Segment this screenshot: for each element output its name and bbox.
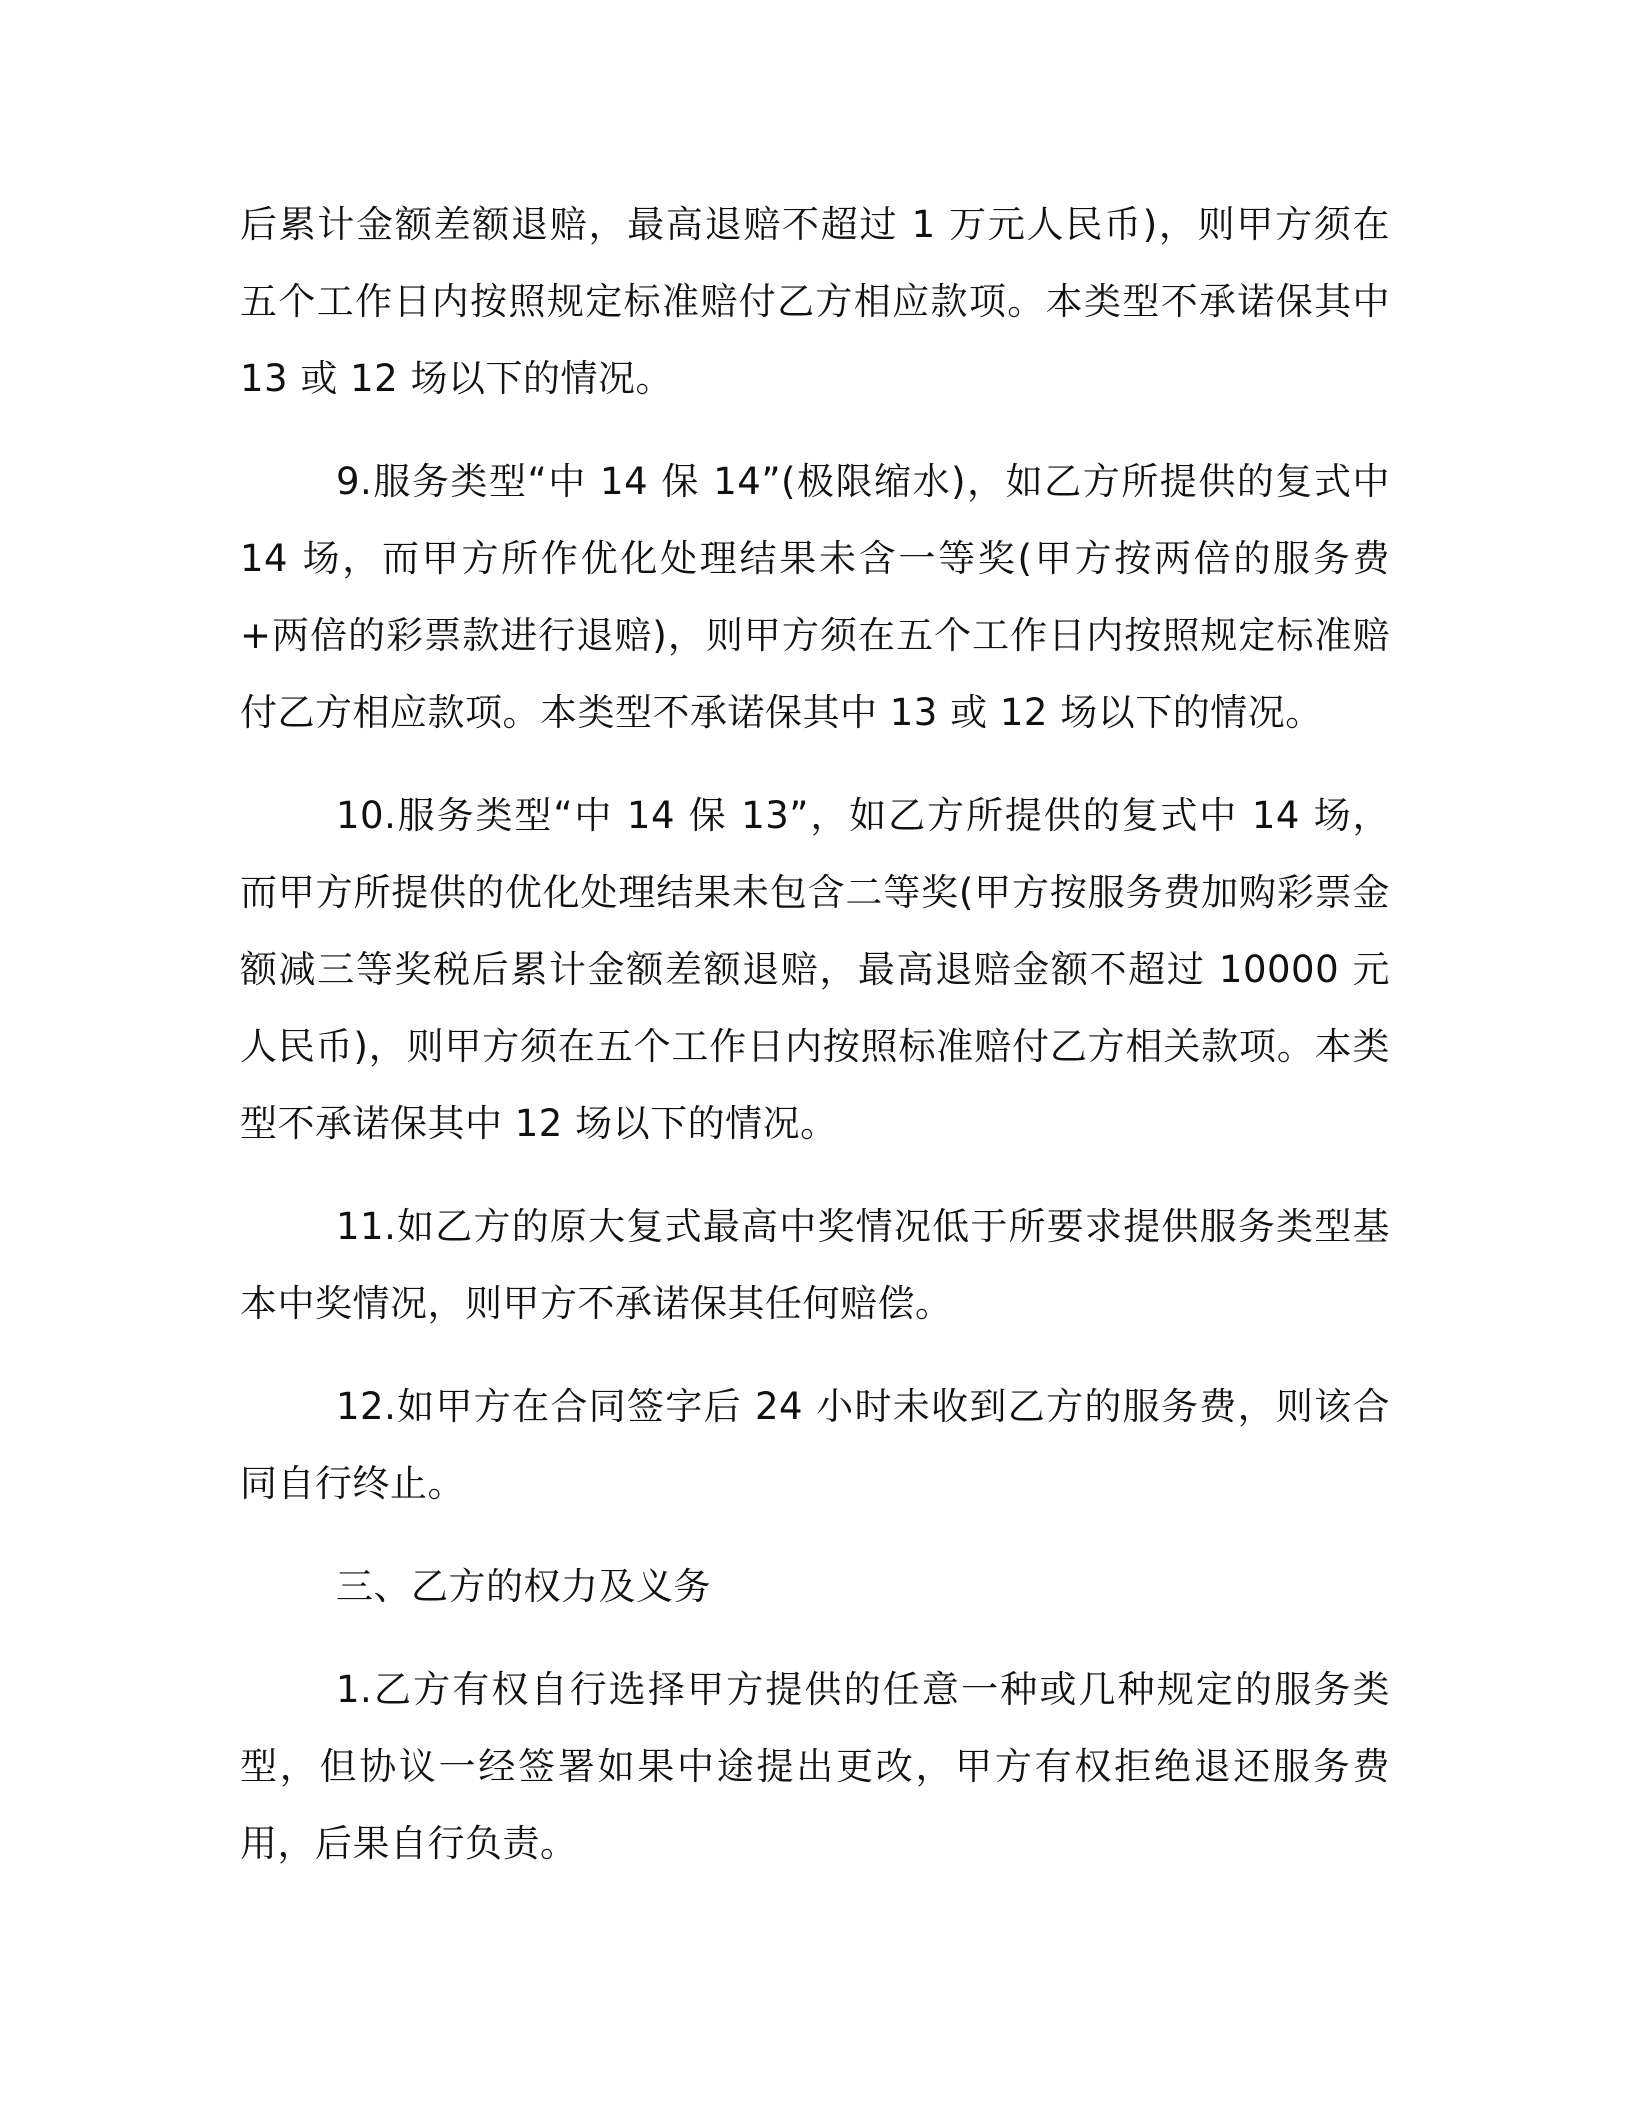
paragraph-clause-11: 11.如乙方的原大复式最高中奖情况低于所要求提供服务类型基本中奖情况，则甲方不承诺保其任何赔偿。 [240,1205,1390,1325]
paragraph-clause-9: 9.服务类型“中 14 保 14”(极限缩水)，如乙方所提供的复式中 14 场，而甲方所作优化处理结果未含一等奖(甲方按两倍的服务费+两倍的彩票款进行退赔)，则甲方须在五个工作日内按照规定标准赔付乙方相应款项。本类型不承诺保其中 13 或 12 场以下的情况。 [240,460,1390,734]
paragraph-section3-clause-1: 1.乙方有权自行选择甲方提供的任意一种或几种规定的服务类型，但协议一经签署如果中途提出更改，甲方有权拒绝退还服务费用，后果自行负责。 [240,1668,1390,1865]
paragraph-clause-12: 12.如甲方在合同签字后 24 小时未收到乙方的服务费，则该合同自行终止。 [240,1385,1390,1505]
section-heading: 三、乙方的权力及义务 [336,1565,711,1608]
paragraph-clause-10: 10.服务类型“中 14 保 13”，如乙方所提供的复式中 14 场，而甲方所提供的优化处理结果未包含二等奖(甲方按服务费加购彩票金额减三等奖税后累计金额差额退赔，最高退赔金额不超过 10000 元人民币)，则甲方须在五个工作日内按照标准赔付乙方相关款项。本类型不承诺保其中 12 场以下的情况。 [240,794,1390,1145]
paragraph-continuation: 后累计金额差额退赔，最高退赔不超过 1 万元人民币)，则甲方须在五个工作日内按照规定标准赔付乙方相应款项。本类型不承诺保其中 13 或 12 场以下的情况。 [240,203,1390,400]
document-body [240,186,1390,1908]
